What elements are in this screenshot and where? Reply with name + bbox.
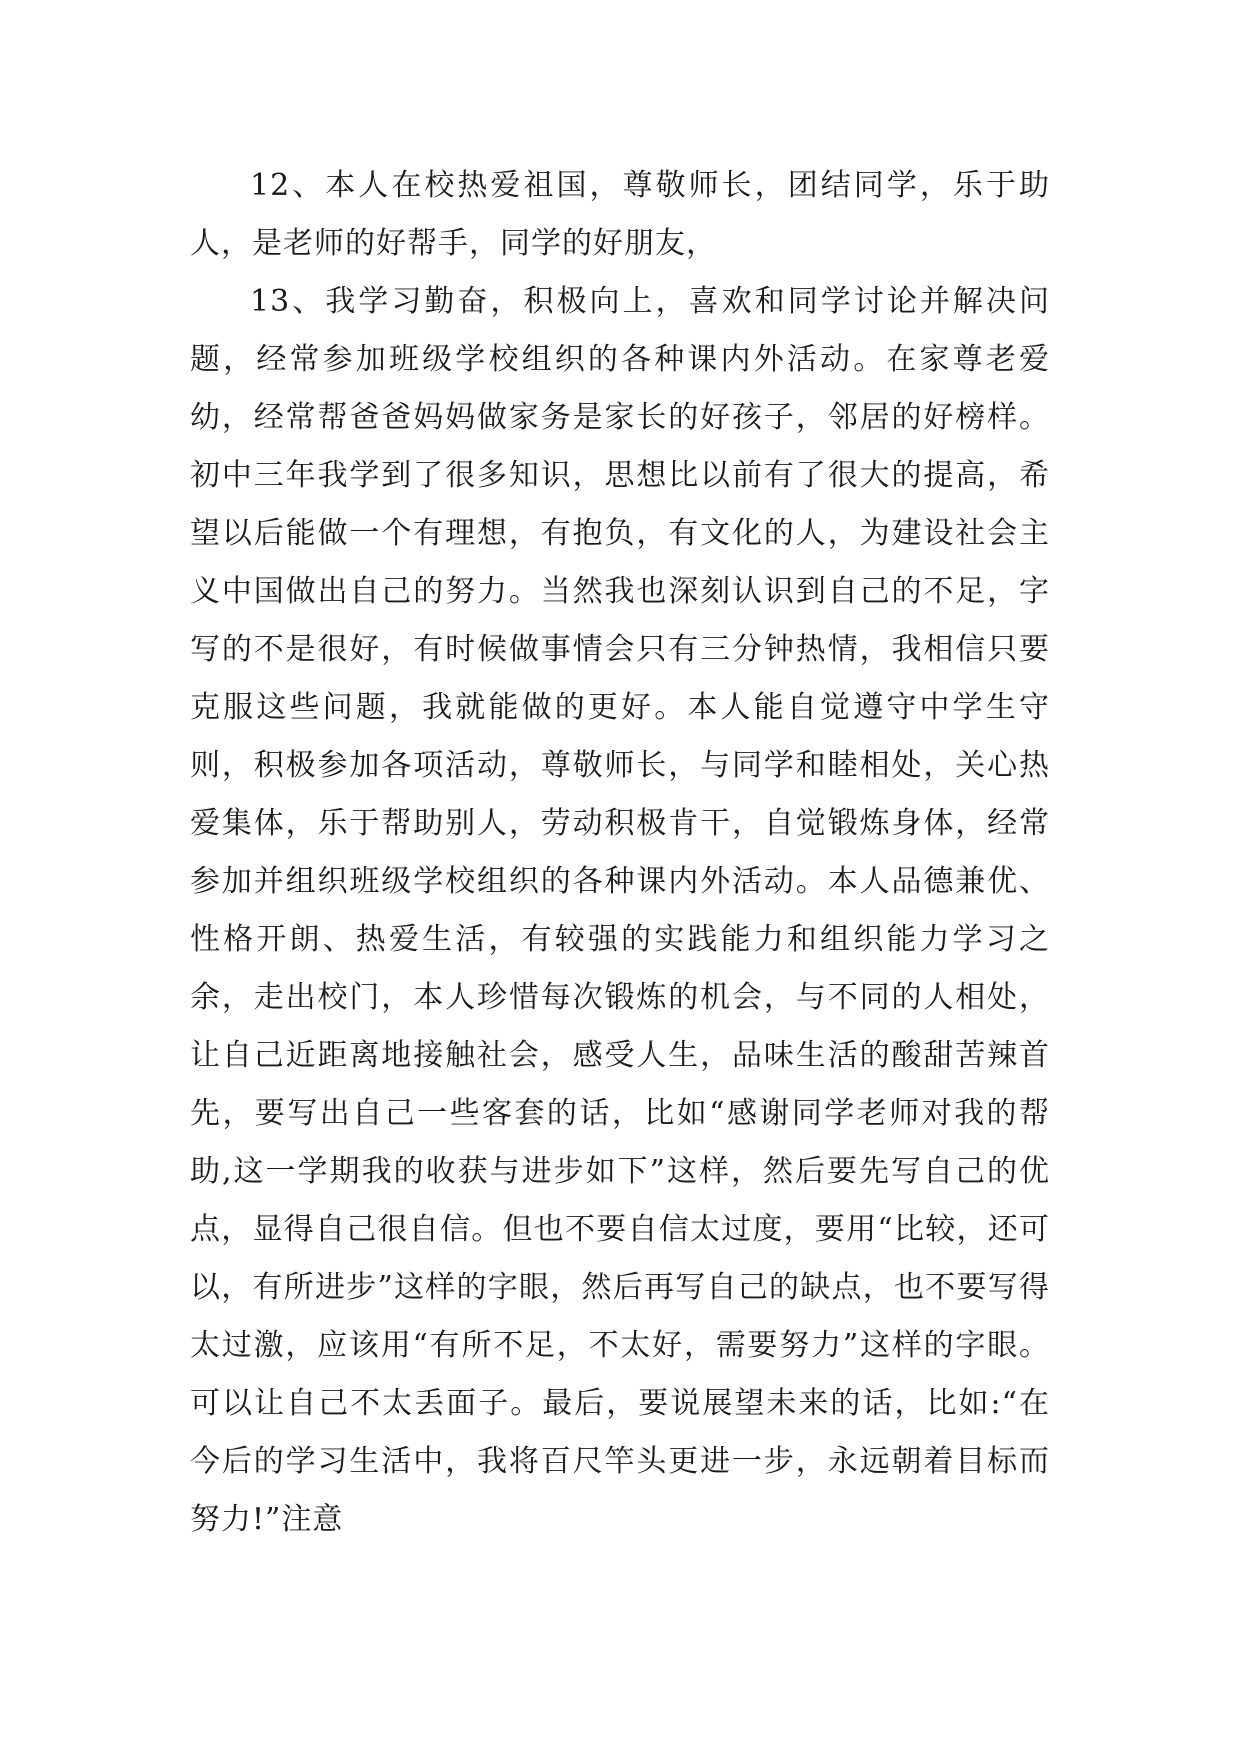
body-text (190, 157, 1050, 1549)
paragraph-13: 13、我学习勤奋，积极向上，喜欢和同学讨论并解决问题，经常参加班级学校组织的各种课内外活动。在家尊老爱幼，经常帮爸爸妈妈做家务是家长的好孩子，邻居的好榜样。初中三年我学到了很多知识，思想比以前有了很大的提高，希望以后能做一个有理想，有抱负，有文化的人，为建设社会主义中国做出自己的努力。当然我也深刻认识到自己的不足，字写的不是很好，有时候做事情会只有三分钟热情，我相信只要克服这些问题，我就能做的更好。本人能自觉遵守中学生守则，积极参加各项活动，尊敬师长，与同学和睦相处，关心热爱集体，乐于帮助别人，劳动积极肯干，自觉锻炼身体，经常参加并组织班级学校组织的各种课内外活动。本人品德兼优、性格开朗、热爱生活，有较强的实践能力和组织能力学习之余，走出校门，本人珍惜每次锻炼的机会，与不同的人相处，让自己近距离地接触社会，感受人生，品味生活的酸甜苦辣首先，要写出自己一些客套的话，比如“感谢同学老师对我的帮助,这一学期我的收获与进步如下”这样，然后要先写自己的优点，显得自己很自信。但也不要自信太过度，要用“比较，还可以，有所进步”这样的字眼，然后再写自己的缺点，也不要写得太过激，应该用“有所不足，不太好，需要努力”这样的字眼。可以让自己不太丢面子。最后，要说展望未来的话，比如:“在今后的学习生活中，我将百尺竿头更进一步，永远朝着目标而努力!”注意 (190, 284, 1050, 1537)
paragraph-12: 12、本人在校热爱祖国，尊敬师长，团结同学，乐于助人，是老师的好帮手，同学的好朋友， (190, 168, 1050, 261)
